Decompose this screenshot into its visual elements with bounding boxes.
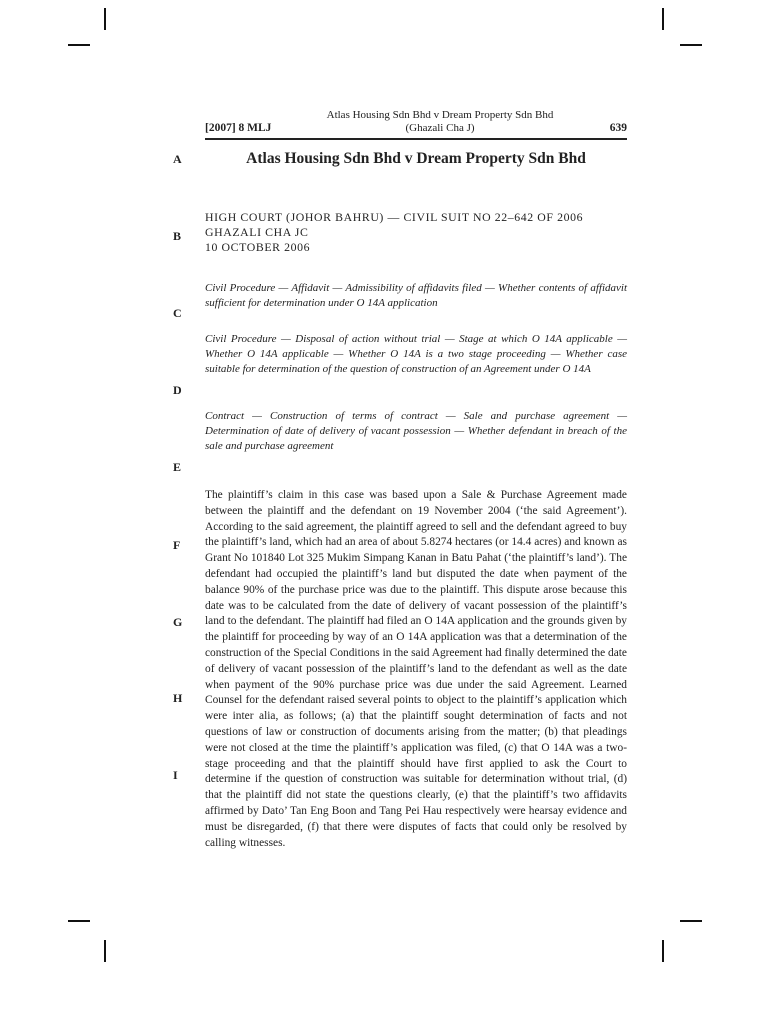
headnote-paragraph: The plaintiff’s claim in this case was based upon a Sale & Purchase Agreement made between the plaintiff and the defendant on 19 November 2004 (‘the said Agreement’). According to the said agreement, the plaintiff agreed to sell and the defendant agreed to buy the plaintiff’s land, which had an area of about 5.8274 hectares (or 14.4 acres) and known as Grant No 101840 Lot 325 Mukim Simpang Kanan in Batu Pahat (‘the plaintiff’s land’). The defendant had occupied the plaintiff’s land but disputed the date when payment of the balance 90% of the purchase price was due to the plaintiff. This dispute arose because this date was to be calculated from the date of delivery of vacant possession of the plaintiff’s land to the defendant. The plaintiff had filed an O 14A application and the grounds given by the plaintiff for proceeding by way of an O 14A application was that a determination of the construction of the Special Conditions in the said Agreement had finally determined the date of delivery of vacant possession of the plaintiff’s land to the defendant as well as the date when payment of the 90% purchase price was due under the said Agreement. Learned Counsel for the defendant raised several points to object to the plaintiff’s application which were inter alia, as follows; (a) that the plaintiff sought determination of facts and not questions of law or construction of documents arising from the matter; (b) that pleadings were not closed at the time the plaintiff’s application was filed, (c) that O 14A was a two-stage proceeding and that the plaintiff should have first applied to ask the Court to determine if the question of construction was suitable for determination without trial, (d) that the plaintiff did not state the questions clearly, (e) that the plaintiff’s two affidavits affirmed by Dato’ Tan Eng Boon and Tang Pei Hau respectively were hearsay evidence and must be disregarded, (f) that there were disputes of facts that could only be resolved by calling witnesses. bbox=[205, 489, 627, 849]
margin-letter-c: C bbox=[173, 306, 182, 320]
header-rule bbox=[205, 138, 627, 140]
crop-mark-top-right-vertical bbox=[662, 8, 664, 30]
decision-date: 10 OCTOBER 2006 bbox=[205, 240, 311, 254]
margin-letter-i: I bbox=[173, 768, 178, 782]
catchword-1: Civil Procedure — Affidavit — Admissibility of affidavits filed — Whether contents of affidavit sufficient for determination under O 14A application bbox=[205, 282, 627, 309]
running-header-citation: [2007] 8 MLJ bbox=[205, 122, 272, 134]
margin-letter-h: H bbox=[173, 691, 183, 705]
crop-mark-top-right-horizontal bbox=[680, 44, 702, 46]
margin-letter-d: D bbox=[173, 383, 182, 397]
margin-letter-a: A bbox=[173, 152, 182, 166]
margin-letter-f: F bbox=[173, 538, 181, 552]
case-title: Atlas Housing Sdn Bhd v Dream Property Sdn Bhd bbox=[246, 150, 586, 167]
court-info bbox=[205, 210, 583, 255]
crop-mark-bottom-right-horizontal bbox=[680, 920, 702, 922]
running-header-title bbox=[290, 109, 590, 135]
court-name: HIGH COURT (JOHOR BAHRU) — CIVIL SUIT NO 22–642 OF 2006 bbox=[205, 210, 584, 224]
judge-name: GHAZALI CHA JC bbox=[205, 225, 309, 239]
margin-letter-g: G bbox=[173, 615, 183, 629]
crop-mark-bottom-left-vertical bbox=[104, 940, 106, 962]
crop-mark-top-left-vertical bbox=[104, 8, 106, 30]
margin-letter-b: B bbox=[173, 229, 182, 243]
running-header-title-line1: Atlas Housing Sdn Bhd v Dream Property Sdn Bhd bbox=[326, 109, 554, 121]
crop-mark-top-left-horizontal bbox=[68, 44, 90, 46]
catchword-2: Civil Procedure — Disposal of action without trial — Stage at which O 14A applicable — Whether O 14A applicable — Whether O 14A is a two stage proceeding — Whether case suitable for determination of the question of construction of an Agreement under O 14A bbox=[205, 333, 627, 375]
crop-mark-bottom-left-horizontal bbox=[68, 920, 90, 922]
running-header-title-line2: (Ghazali Cha J) bbox=[405, 122, 475, 134]
margin-letter-e: E bbox=[173, 460, 182, 474]
page-number: 639 bbox=[609, 122, 627, 134]
crop-mark-bottom-right-vertical bbox=[662, 940, 664, 962]
catchword-3: Contract — Construction of terms of contract — Sale and purchase agreement — Determination of date of delivery of vacant possession — Whether defendant in breach of the sale and purchase agreement bbox=[205, 410, 627, 452]
